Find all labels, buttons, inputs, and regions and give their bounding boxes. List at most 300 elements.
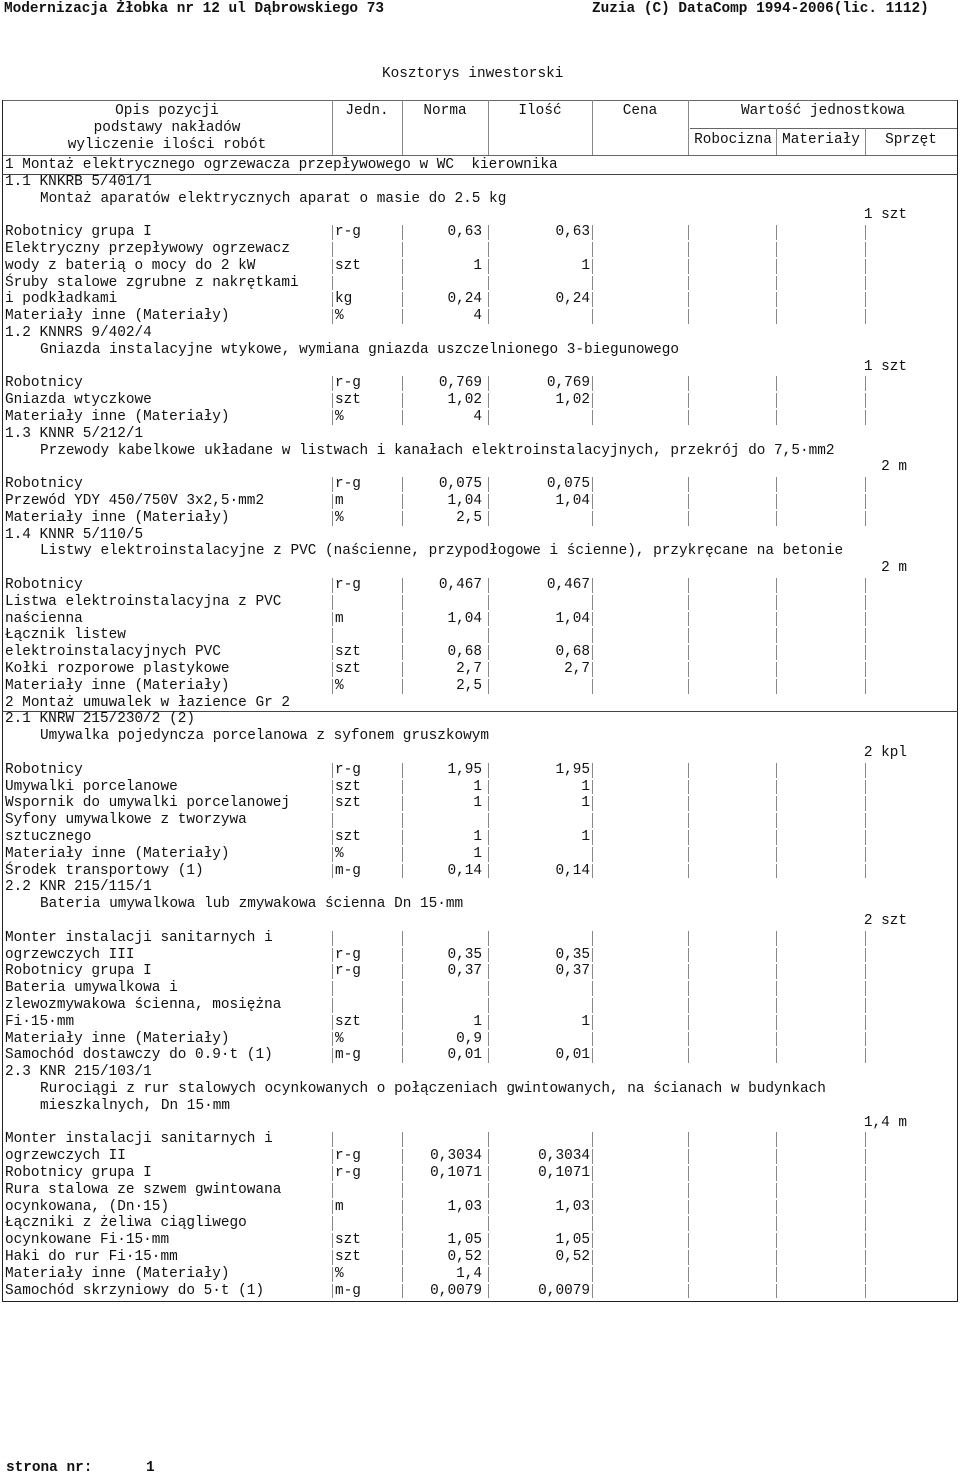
cell-divider	[592, 1267, 593, 1282]
cell-divider	[402, 931, 403, 946]
cell-divider	[332, 376, 333, 391]
cell-divider	[488, 292, 489, 307]
cell-divider	[865, 662, 866, 677]
position-code: 1.2 KNNRS 9/402/4	[5, 325, 152, 341]
position-quantity: 2 m	[881, 560, 907, 577]
resource-quantity: 1	[581, 257, 590, 274]
cell-divider	[776, 242, 777, 257]
table-header-bottom-border	[2, 155, 958, 156]
cell-divider	[488, 1233, 489, 1248]
cell-divider	[776, 662, 777, 677]
page-number-label: strona nr:	[6, 1460, 93, 1476]
cell-divider	[402, 1183, 403, 1198]
cell-divider	[688, 830, 689, 845]
resource-quantity: 0,35	[555, 946, 590, 963]
resource-norm: 0,14	[447, 862, 482, 879]
cell-divider	[488, 1216, 489, 1231]
resource-name: Materiały inne (Materiały)	[5, 1265, 230, 1282]
resource-name: Materiały inne (Materiały)	[5, 1030, 230, 1047]
cell-divider	[865, 830, 866, 845]
cell-divider	[688, 393, 689, 408]
resource-name: Wspornik do umywalki porcelanowej	[5, 795, 290, 812]
cell-divider	[332, 679, 333, 694]
cell-divider	[332, 1015, 333, 1030]
cell-divider	[592, 276, 593, 291]
header-divider	[865, 128, 866, 155]
cell-divider	[332, 225, 333, 240]
cell-divider	[865, 1267, 866, 1282]
cell-divider	[688, 964, 689, 979]
cell-divider	[592, 410, 593, 425]
col-jedn: Jedn.	[345, 103, 389, 119]
resource-norm: 0,0079	[430, 1282, 482, 1299]
header-divider	[488, 100, 489, 155]
resource-quantity: 0,68	[555, 644, 590, 661]
cell-divider	[592, 225, 593, 240]
cell-divider	[402, 780, 403, 795]
resource-unit: %	[335, 1030, 344, 1047]
cell-divider	[592, 309, 593, 324]
cell-divider	[865, 981, 866, 996]
cell-divider	[488, 225, 489, 240]
resource-norm: 0,24	[447, 291, 482, 308]
cell-divider	[865, 1015, 866, 1030]
position-description: Rurociągi z rur stalowych ocynkowanych o połączeniach gwintowanych, na ścianach w budynkach	[40, 1081, 826, 1097]
cell-divider	[488, 1048, 489, 1063]
cell-divider	[776, 1233, 777, 1248]
cell-divider	[865, 1183, 866, 1198]
resource-quantity: 1,05	[555, 1232, 590, 1249]
cell-divider	[488, 1267, 489, 1282]
resource-quantity: 0,1071	[538, 1165, 590, 1181]
cell-divider	[332, 595, 333, 610]
cell-divider	[592, 259, 593, 274]
resource-norm: 0,37	[447, 963, 482, 980]
cell-divider	[488, 1032, 489, 1047]
cell-divider	[332, 931, 333, 946]
cell-divider	[332, 981, 333, 996]
cell-divider	[865, 964, 866, 979]
cell-divider	[332, 494, 333, 509]
resource-name: i podkładkami	[5, 291, 118, 308]
resource-quantity: 1	[581, 778, 590, 795]
cell-divider	[865, 578, 866, 593]
cell-divider	[488, 981, 489, 996]
cell-divider	[402, 1284, 403, 1299]
cell-divider	[402, 1032, 403, 1047]
cell-divider	[402, 1048, 403, 1063]
resource-quantity: 1	[581, 795, 590, 812]
cell-divider	[332, 393, 333, 408]
cell-divider	[776, 511, 777, 526]
cell-divider	[776, 1149, 777, 1164]
cell-divider	[776, 410, 777, 425]
resource-name: Gniazda wtyczkowe	[5, 392, 152, 409]
cell-divider	[332, 1048, 333, 1063]
cell-divider	[488, 612, 489, 627]
cell-divider	[332, 578, 333, 593]
resource-name: Materiały inne (Materiały)	[5, 308, 230, 325]
cell-divider	[776, 780, 777, 795]
resource-name: Materiały inne (Materiały)	[5, 845, 230, 862]
cell-divider	[865, 1233, 866, 1248]
cell-divider	[402, 1200, 403, 1215]
cell-divider	[592, 1032, 593, 1047]
resource-name: Monter instalacji sanitarnych i	[5, 929, 273, 946]
resource-unit: %	[335, 509, 344, 526]
cell-divider	[332, 847, 333, 862]
table-left-border	[2, 100, 3, 1301]
cell-divider	[488, 477, 489, 492]
cell-divider	[688, 1032, 689, 1047]
cell-divider	[488, 948, 489, 963]
position-code: 1.4 KNNR 5/110/5	[5, 526, 144, 543]
cell-divider	[776, 1284, 777, 1299]
resource-norm: 0,35	[447, 946, 482, 963]
resource-unit: szt	[335, 661, 361, 677]
document-title: Modernizacja Żłobka nr 12 ul Dąbrowskiego 73	[4, 1, 384, 17]
header-divider	[402, 100, 403, 155]
resource-norm: 0,01	[447, 1047, 482, 1064]
value-subheader-border	[690, 128, 958, 129]
resource-norm: 1	[473, 829, 482, 845]
resource-norm: 1,05	[447, 1232, 482, 1249]
cell-divider	[402, 511, 403, 526]
cell-divider	[592, 847, 593, 862]
cell-divider	[402, 410, 403, 425]
cell-divider	[776, 1015, 777, 1030]
resource-unit: szt	[335, 1232, 361, 1249]
cell-divider	[592, 964, 593, 979]
resource-quantity: 1,04	[555, 610, 590, 627]
resource-name: wody z baterią o mocy do 2 kW	[5, 257, 256, 274]
cell-divider	[688, 242, 689, 257]
resource-quantity: 0,0079	[538, 1282, 590, 1299]
resource-quantity: 1	[581, 829, 590, 845]
cell-divider	[488, 511, 489, 526]
resource-name: Umywalki porcelanowe	[5, 778, 178, 795]
resource-norm: 1	[473, 795, 482, 812]
cell-divider	[688, 225, 689, 240]
resource-unit: r-g	[335, 224, 361, 241]
resource-quantity: 1,95	[555, 761, 590, 778]
table-right-border	[957, 100, 958, 1301]
cell-divider	[865, 763, 866, 778]
cell-divider	[688, 1200, 689, 1215]
resource-name: ogrzewczych II	[5, 1148, 126, 1165]
cell-divider	[488, 813, 489, 828]
col-opis-line3: wyliczenie ilości robót	[67, 137, 267, 153]
cell-divider	[865, 276, 866, 291]
resource-norm: 1,4	[456, 1265, 482, 1282]
resource-norm: 1,04	[447, 610, 482, 627]
cell-divider	[865, 309, 866, 324]
cell-divider	[688, 494, 689, 509]
cell-divider	[402, 1267, 403, 1282]
resource-unit: szt	[335, 778, 361, 795]
cell-divider	[488, 376, 489, 391]
cell-divider	[332, 309, 333, 324]
cell-divider	[865, 612, 866, 627]
cell-divider	[488, 645, 489, 660]
cell-divider	[592, 1200, 593, 1215]
cell-divider	[865, 292, 866, 307]
cell-divider	[776, 1032, 777, 1047]
cell-divider	[592, 1284, 593, 1299]
cell-divider	[332, 948, 333, 963]
cell-divider	[332, 1183, 333, 1198]
cell-divider	[332, 1032, 333, 1047]
resource-name: sztucznego	[5, 829, 92, 845]
cell-divider	[776, 309, 777, 324]
cell-divider	[488, 1284, 489, 1299]
cell-divider	[865, 1216, 866, 1231]
resource-unit: szt	[335, 1013, 361, 1030]
cell-divider	[688, 948, 689, 963]
cell-divider	[488, 1166, 489, 1181]
resource-norm: 0,1071	[430, 1165, 482, 1181]
cell-divider	[865, 1032, 866, 1047]
resource-unit: szt	[335, 644, 361, 661]
header-divider	[332, 100, 333, 155]
cell-divider	[488, 964, 489, 979]
position-code: 2.1 KNRW 215/230/2 (2)	[5, 711, 195, 728]
cell-divider	[776, 847, 777, 862]
cell-divider	[865, 511, 866, 526]
cell-divider	[688, 1183, 689, 1198]
cell-divider	[592, 628, 593, 643]
cell-divider	[402, 813, 403, 828]
cell-divider	[592, 612, 593, 627]
resource-name: Materiały inne (Materiały)	[5, 409, 230, 425]
cell-divider	[488, 393, 489, 408]
cell-divider	[488, 998, 489, 1013]
cell-divider	[332, 628, 333, 643]
cell-divider	[402, 1015, 403, 1030]
cell-divider	[402, 494, 403, 509]
cell-divider	[688, 763, 689, 778]
resource-unit: szt	[335, 257, 361, 274]
resource-quantity: 1,02	[555, 392, 590, 409]
resource-unit: m-g	[335, 1047, 361, 1064]
resource-norm: 0,075	[438, 476, 482, 493]
position-code: 1.1 KNKRB 5/401/1	[5, 173, 152, 190]
cell-divider	[776, 259, 777, 274]
cell-divider	[332, 612, 333, 627]
cell-divider	[688, 628, 689, 643]
cell-divider	[332, 998, 333, 1013]
cell-divider	[776, 578, 777, 593]
cell-divider	[688, 645, 689, 660]
cell-divider	[776, 595, 777, 610]
cell-divider	[402, 645, 403, 660]
cell-divider	[402, 259, 403, 274]
resource-unit: m	[335, 610, 344, 627]
cell-divider	[332, 864, 333, 879]
resource-unit: szt	[335, 1249, 361, 1265]
resource-name: ocynkowane Fi·15·mm	[5, 1232, 170, 1249]
resource-unit: szt	[335, 795, 361, 812]
resource-name: Monter instalacji sanitarnych i	[5, 1131, 273, 1148]
position-description: mieszkalnych, Dn 15·mm	[40, 1097, 230, 1114]
cell-divider	[488, 578, 489, 593]
col-robocizna: Robocizna	[694, 132, 772, 148]
position-description: Montaż aparatów elektrycznych aparat o masie do 2.5 kg	[40, 190, 507, 207]
resource-quantity: 0,467	[546, 577, 590, 593]
cell-divider	[332, 763, 333, 778]
cell-divider	[592, 931, 593, 946]
cell-divider	[488, 830, 489, 845]
resource-unit: %	[335, 409, 344, 425]
header-divider	[592, 100, 593, 155]
cell-divider	[592, 830, 593, 845]
cell-divider	[332, 1149, 333, 1164]
position-code: 2.3 KNR 215/103/1	[5, 1064, 152, 1081]
cell-divider	[776, 1200, 777, 1215]
cell-divider	[776, 276, 777, 291]
cell-divider	[592, 763, 593, 778]
position-description: Bateria umywalkowa lub zmywakowa ścienna Dn 15·mm	[40, 896, 464, 913]
header-divider	[776, 128, 777, 155]
resource-quantity: 0,075	[546, 476, 590, 493]
resource-unit: m-g	[335, 1282, 361, 1299]
resource-name: Łącznik listew	[5, 627, 126, 644]
position-quantity: 2 szt	[863, 913, 907, 929]
cell-divider	[688, 1284, 689, 1299]
section-heading: 1 Montaż elektrycznego ogrzewacza przepływowego w WC kierownika	[5, 157, 558, 173]
resource-unit: %	[335, 677, 344, 694]
cell-divider	[688, 847, 689, 862]
cell-divider	[865, 259, 866, 274]
cell-divider	[402, 242, 403, 257]
resource-name: naścienna	[5, 610, 83, 627]
resource-name: Bateria umywalkowa i	[5, 980, 178, 997]
cell-divider	[688, 578, 689, 593]
resource-norm: 0,9	[456, 1030, 482, 1047]
cell-divider	[402, 393, 403, 408]
table-top-border	[2, 100, 958, 101]
resource-unit: r-g	[335, 1165, 361, 1181]
cell-divider	[592, 679, 593, 694]
cell-divider	[865, 1166, 866, 1181]
cell-divider	[592, 1048, 593, 1063]
cell-divider	[402, 763, 403, 778]
cell-divider	[488, 410, 489, 425]
cell-divider	[776, 796, 777, 811]
cell-divider	[865, 1149, 866, 1164]
cell-divider	[332, 276, 333, 291]
resource-norm: 1	[473, 778, 482, 795]
cell-divider	[592, 796, 593, 811]
cell-divider	[332, 1250, 333, 1265]
resource-unit: r-g	[335, 1148, 361, 1165]
cell-divider	[592, 1149, 593, 1164]
resource-unit: r-g	[335, 476, 361, 493]
cell-divider	[688, 796, 689, 811]
cell-divider	[688, 376, 689, 391]
cell-divider	[332, 1233, 333, 1248]
resource-name: Fi·15·mm	[5, 1013, 75, 1030]
cell-divider	[402, 1250, 403, 1265]
resource-name: Środek transportowy (1)	[5, 862, 204, 879]
cell-divider	[332, 259, 333, 274]
cell-divider	[592, 780, 593, 795]
cell-divider	[688, 931, 689, 946]
cell-divider	[332, 830, 333, 845]
col-ilosc: Ilość	[518, 103, 562, 119]
cell-divider	[688, 276, 689, 291]
cell-divider	[776, 813, 777, 828]
resource-norm: 2,5	[456, 677, 482, 694]
cell-divider	[332, 477, 333, 492]
resource-name: ogrzewczych III	[5, 946, 135, 963]
cell-divider	[592, 1183, 593, 1198]
cell-divider	[776, 628, 777, 643]
resource-unit: r-g	[335, 375, 361, 392]
resource-unit: %	[335, 1265, 344, 1282]
col-cena: Cena	[622, 103, 658, 119]
cell-divider	[402, 628, 403, 643]
cell-divider	[865, 242, 866, 257]
cell-divider	[776, 1132, 777, 1147]
cell-divider	[865, 595, 866, 610]
resource-name: Listwa elektroinstalacyjna z PVC	[5, 593, 282, 610]
resource-name: Robotnicy grupa I	[5, 224, 152, 241]
resource-norm: 1	[473, 1013, 482, 1030]
position-code: 1.3 KNNR 5/212/1	[5, 425, 144, 442]
cell-divider	[402, 376, 403, 391]
cell-divider	[402, 679, 403, 694]
cell-divider	[402, 292, 403, 307]
resource-unit: r-g	[335, 963, 361, 980]
cell-divider	[776, 494, 777, 509]
resource-norm: 2,5	[456, 509, 482, 526]
position-description: Umywalka pojedyncza porcelanowa z syfonem gruszkowym	[40, 728, 490, 745]
col-opis-line2: podstawy nakładów	[93, 120, 241, 136]
cell-divider	[592, 292, 593, 307]
cell-divider	[488, 242, 489, 257]
resource-name: Elektryczny przepływowy ogrzewacz	[5, 241, 290, 257]
cell-divider	[402, 662, 403, 677]
resource-name: Kołki rozporowe plastykowe	[5, 661, 230, 677]
resource-norm: 1,03	[447, 1198, 482, 1215]
cell-divider	[865, 376, 866, 391]
resource-norm: 0,467	[438, 577, 482, 593]
resource-norm: 4	[473, 409, 482, 425]
resource-name: Śruby stalowe zgrubne z nakrętkami	[5, 274, 299, 291]
cell-divider	[688, 780, 689, 795]
resource-norm: 0,52	[447, 1249, 482, 1265]
cell-divider	[776, 612, 777, 627]
cell-divider	[332, 796, 333, 811]
cell-divider	[592, 376, 593, 391]
col-opis-line1: Opis pozycji	[115, 103, 219, 119]
cell-divider	[865, 494, 866, 509]
position-quantity: 2 kpl	[863, 745, 907, 761]
cell-divider	[402, 276, 403, 291]
cell-divider	[488, 309, 489, 324]
cell-divider	[865, 847, 866, 862]
cell-divider	[332, 1132, 333, 1147]
cell-divider	[592, 511, 593, 526]
cell-divider	[865, 225, 866, 240]
cell-divider	[688, 662, 689, 677]
cell-divider	[865, 1284, 866, 1299]
cell-divider	[592, 998, 593, 1013]
cell-divider	[865, 393, 866, 408]
cell-divider	[402, 1233, 403, 1248]
cell-divider	[688, 1216, 689, 1231]
